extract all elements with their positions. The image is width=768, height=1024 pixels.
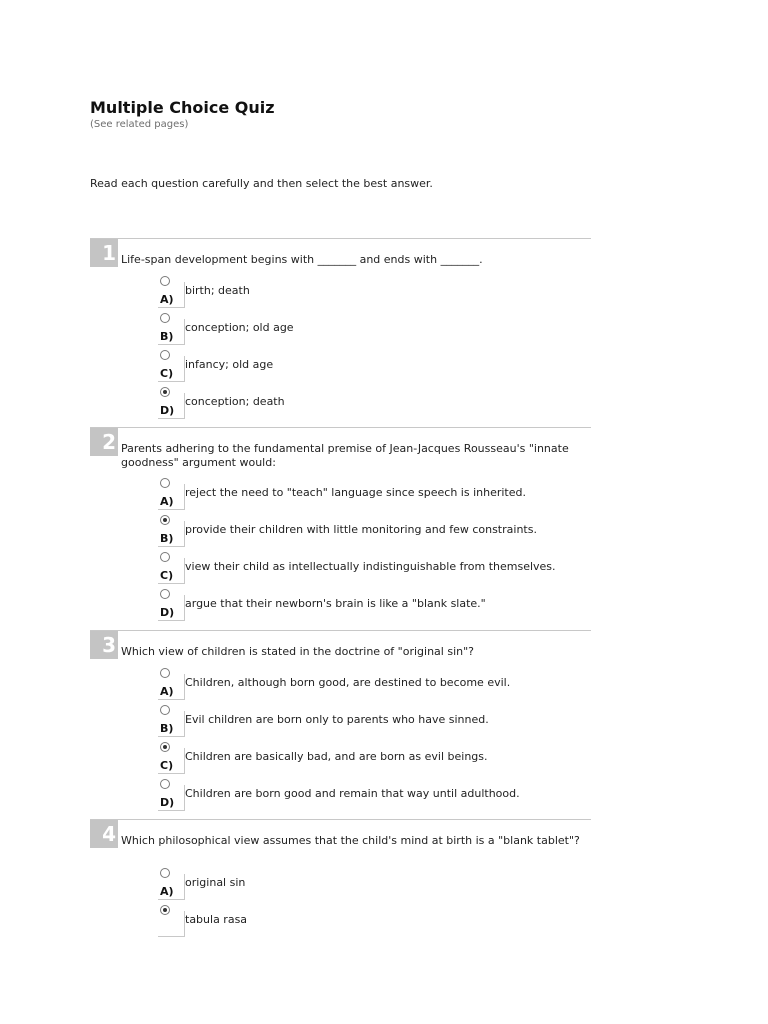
choice-letter: C) <box>160 569 174 582</box>
question-3 <box>90 630 591 817</box>
choice-text[interactable]: infancy; old age <box>185 358 274 371</box>
radio-button[interactable] <box>160 742 170 752</box>
choice-text[interactable]: tabula rasa <box>185 913 248 926</box>
choice-1a[interactable] <box>158 276 578 312</box>
choice-letter: D) <box>160 796 175 809</box>
choice-text[interactable]: view their child as intellectually indistinguishable from themselves. <box>185 560 556 573</box>
radio-button[interactable] <box>160 387 170 397</box>
question-2 <box>90 427 591 628</box>
radio-button[interactable] <box>160 552 170 562</box>
choice-letter: A) <box>160 293 174 306</box>
choice-text[interactable]: Evil children are born only to parents who have sinned. <box>185 713 489 726</box>
choice-letter: A) <box>160 885 174 898</box>
choice-1c[interactable] <box>158 350 578 386</box>
choice-letter: D) <box>160 404 175 417</box>
question-text: Life-span development begins with _______ and ends with _______. <box>121 253 483 266</box>
choice-letter: C) <box>160 367 174 380</box>
instructions: Read each question carefully and then select the best answer. <box>90 177 433 190</box>
choice-letter: A) <box>160 495 174 508</box>
choice-text[interactable]: Children are born good and remain that way until adulthood. <box>185 787 520 800</box>
choice-letter: D) <box>160 606 175 619</box>
choice-3d[interactable] <box>158 779 578 815</box>
radio-button[interactable] <box>160 868 170 878</box>
radio-button[interactable] <box>160 313 170 323</box>
question-text: Which philosophical view assumes that the child's mind at birth is a "blank tablet"? <box>121 834 580 847</box>
question-4 <box>90 819 591 930</box>
choice-2a[interactable] <box>158 478 578 514</box>
choice-letter: B) <box>160 722 174 735</box>
choice-text[interactable]: Children, although born good, are destined to become evil. <box>185 676 511 689</box>
related-pages-link[interactable]: (See related pages) <box>90 119 189 130</box>
choice-4b[interactable] <box>158 905 578 941</box>
radio-button[interactable] <box>160 905 170 915</box>
radio-button[interactable] <box>160 668 170 678</box>
question-number: 1 <box>90 239 118 267</box>
choice-letter: A) <box>160 685 174 698</box>
choice-1d[interactable] <box>158 387 578 423</box>
radio-button[interactable] <box>160 705 170 715</box>
radio-button[interactable] <box>160 515 170 525</box>
question-text: Parents adhering to the fundamental premise of Jean-Jacques Rousseau's "innate goodness" argument would: <box>121 442 569 469</box>
choice-text[interactable]: birth; death <box>185 284 250 297</box>
choice-text[interactable]: original sin <box>185 876 246 889</box>
choice-text[interactable]: conception; old age <box>185 321 294 334</box>
radio-button[interactable] <box>160 350 170 360</box>
choice-letter: B) <box>160 330 174 343</box>
choice-3c[interactable] <box>158 742 578 778</box>
question-number: 4 <box>90 820 118 848</box>
choice-text[interactable]: Children are basically bad, and are born as evil beings. <box>185 750 488 763</box>
choice-text[interactable]: argue that their newborn's brain is like a "blank slate." <box>185 597 486 610</box>
question-number: 2 <box>90 428 118 456</box>
choice-2d[interactable] <box>158 589 578 625</box>
choice-2b[interactable] <box>158 515 578 551</box>
radio-button[interactable] <box>160 589 170 599</box>
choice-letter: C) <box>160 759 174 772</box>
radio-button[interactable] <box>160 478 170 488</box>
choice-4a[interactable] <box>158 868 578 904</box>
question-text: Which view of children is stated in the doctrine of "original sin"? <box>121 645 474 658</box>
choice-text[interactable]: reject the need to "teach" language since speech is inherited. <box>185 486 526 499</box>
radio-button[interactable] <box>160 779 170 789</box>
choice-text[interactable]: conception; death <box>185 395 285 408</box>
radio-button[interactable] <box>160 276 170 286</box>
choice-2c[interactable] <box>158 552 578 588</box>
question-number: 3 <box>90 631 118 659</box>
question-1 <box>90 238 591 425</box>
page-title: Multiple Choice Quiz <box>90 98 275 117</box>
choice-text[interactable]: provide their children with little monitoring and few constraints. <box>185 523 537 536</box>
choice-3a[interactable] <box>158 668 578 704</box>
choice-letter: B) <box>160 532 174 545</box>
choice-3b[interactable] <box>158 705 578 741</box>
choice-1b[interactable] <box>158 313 578 349</box>
